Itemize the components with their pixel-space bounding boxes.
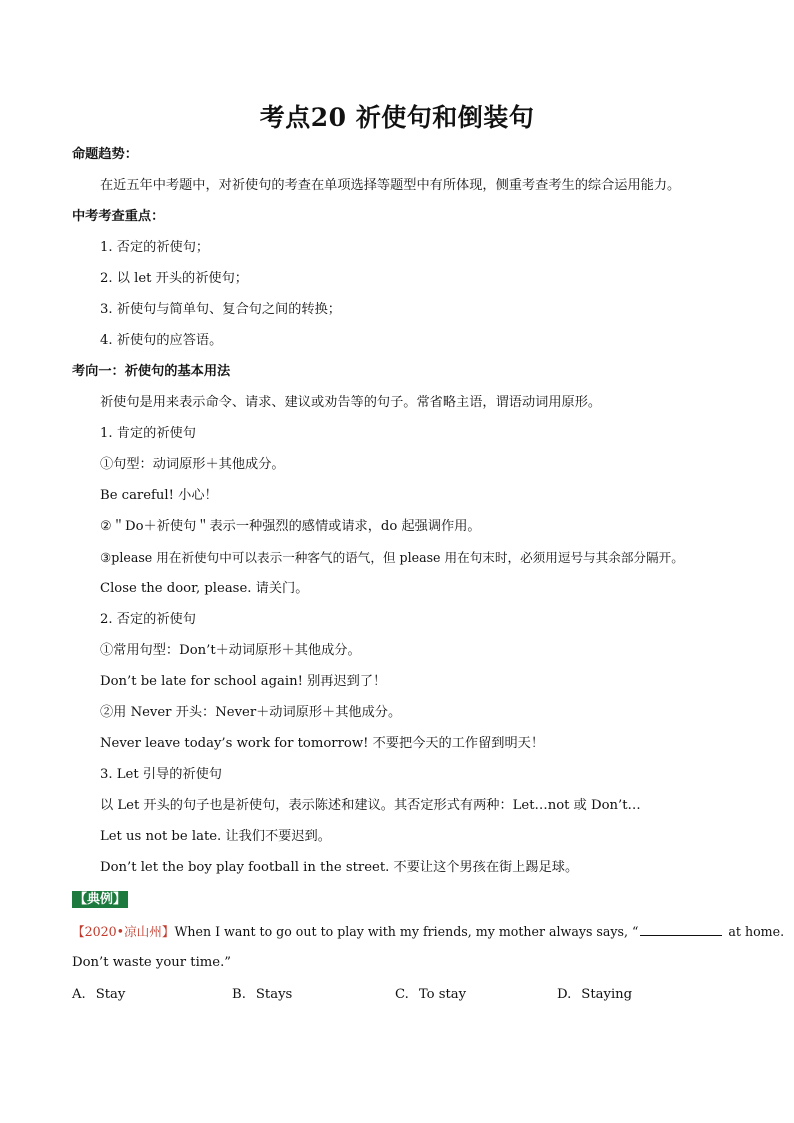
option-letter: D. xyxy=(557,987,572,1002)
option-letter: A. xyxy=(72,987,86,1002)
answer-blank[interactable] xyxy=(640,923,722,936)
section-intro: 祈使句是用来表示命令、请求、建议或劝告等的句子。常省略主语，谓语动词用原形。 xyxy=(100,395,602,410)
section-heading: 考向一：祈使句的基本用法 xyxy=(72,364,231,379)
content-line: Be careful! 小心！ xyxy=(100,488,218,503)
option-d[interactable] xyxy=(557,986,632,1004)
example-tag: 【典例】 xyxy=(74,892,127,907)
focus-heading: 中考考查重点： xyxy=(72,209,165,224)
trend-heading: 命题趋势： xyxy=(72,147,138,162)
option-text: Stays xyxy=(255,987,293,1002)
content-line: 1. 肯定的祈使句 xyxy=(100,426,196,441)
option-a[interactable] xyxy=(72,986,125,1004)
example-question-line2: Don’t waste your time.” xyxy=(72,955,232,970)
content-line: ①常用句型：Don’t＋动词原形＋其他成分。 xyxy=(100,643,361,658)
option-letter: C. xyxy=(395,987,409,1002)
question-text-part2: at home. xyxy=(724,924,785,939)
question-text-part1: When I want to go out to play with my friends, my mother always says, “ xyxy=(174,924,639,939)
content-line: ②＂Do＋祈使句＂表示一种强烈的感情或请求，do 起强调作用。 xyxy=(100,519,481,534)
content-line: 以 Let 开头的句子也是祈使句，表示陈述和建议。其否定形式有两种：Let…not 或 Don’t… xyxy=(100,798,641,813)
content-line: 3. Let 引导的祈使句 xyxy=(100,767,222,782)
focus-item: 3. 祈使句与简单句、复合句之间的转换； xyxy=(100,302,341,317)
trend-text: 在近五年中考题中，对祈使句的考查在单项选择等题型中有所体现，侧重考查考生的综合运用能力。 xyxy=(100,178,681,193)
option-letter: B. xyxy=(232,987,246,1002)
content-line: ②用 Never 开头：Never＋动词原形＋其他成分。 xyxy=(100,705,402,720)
focus-item: 1. 否定的祈使句； xyxy=(100,240,210,255)
option-b[interactable] xyxy=(232,986,292,1004)
option-text: Staying xyxy=(581,987,633,1002)
example-source: 【2020•凉山州】 xyxy=(72,924,175,939)
page-title: 考点20 祈使句和倒装句 xyxy=(259,103,535,132)
example-question xyxy=(72,923,784,941)
focus-item: 4. 祈使句的应答语。 xyxy=(100,333,223,348)
content-line: Don’t let the boy play football in the street. 不要让这个男孩在街上踢足球。 xyxy=(100,860,579,875)
content-line: Close the door, please. 请关门。 xyxy=(100,581,309,596)
content-line: ③please 用在祈使句中可以表示一种客气的语气，但 please 用在句末时，必须用逗号与其余部分隔开。 xyxy=(100,550,684,565)
option-text: To stay xyxy=(418,987,467,1002)
option-c[interactable] xyxy=(395,986,466,1004)
content-line: Don’t be late for school again! 别再迟到了！ xyxy=(100,674,387,689)
option-text: Stay xyxy=(95,987,126,1002)
content-line: 2. 否定的祈使句 xyxy=(100,612,196,627)
focus-item: 2. 以 let 开头的祈使句； xyxy=(100,271,248,286)
content-line: Never leave today’s work for tomorrow! 不要把今天的工作留到明天！ xyxy=(100,736,545,751)
content-line: Let us not be late. 让我们不要迟到。 xyxy=(100,829,331,844)
content-line: ①句型：动词原形＋其他成分。 xyxy=(100,457,285,472)
